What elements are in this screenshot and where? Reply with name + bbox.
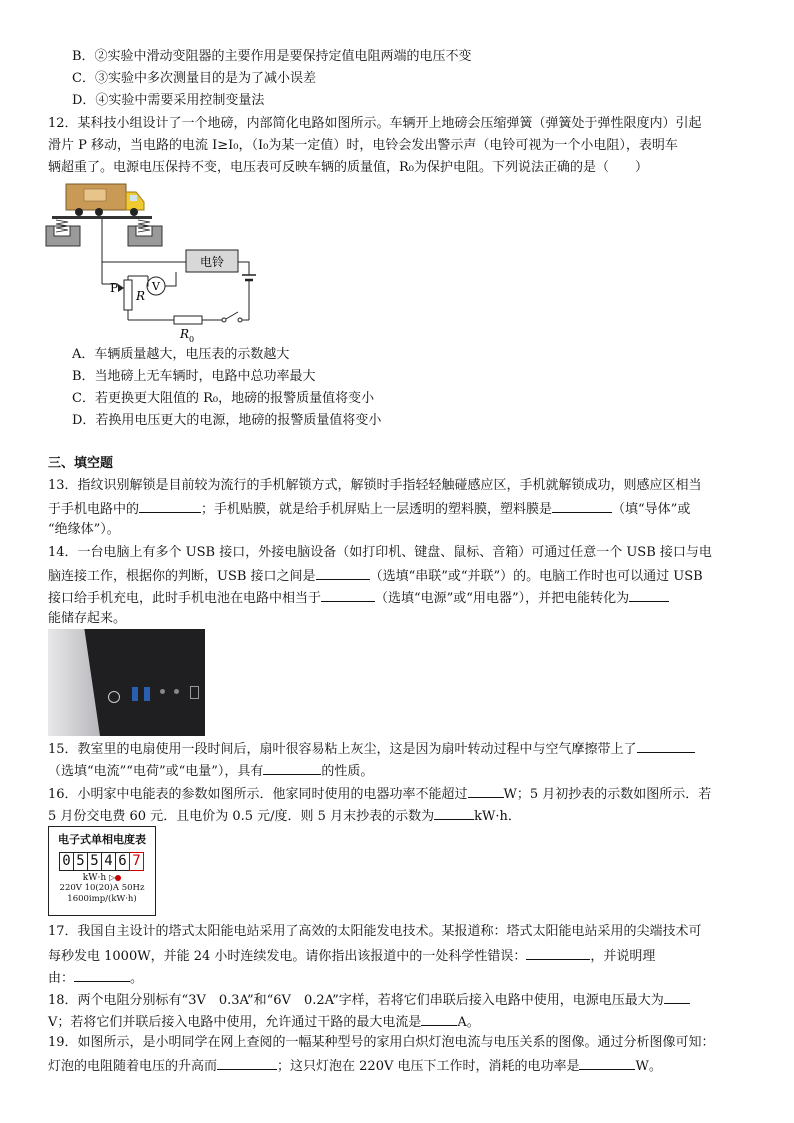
resistor-r-label: R	[136, 289, 146, 303]
meter-spec-1: 220V 10(20)A 50Hz	[59, 883, 145, 893]
q12-stem-line3: 辆超重了。电源电压保持不变，电压表可反映车辆的质量值，R₀为保护电阻。下列说法正确的是（ ）	[48, 160, 649, 175]
q17-line3: 由： 。	[48, 967, 143, 989]
q15-line2: （选填“电流”“电荷”或“电量”），具有 的性质。	[48, 760, 373, 782]
q12-option-a: A．车辆质量越大，电压表的示数越大	[72, 347, 290, 362]
meter-spec-2: 1600imp/(kW·h)	[67, 894, 137, 904]
switch-icon	[222, 312, 242, 322]
q16-line2: 5 月份交电费 60 元．且电价为 0.5 元/度．则 5 月末抄表的示数为 kW·h．	[48, 805, 521, 827]
meter-digit: 6	[115, 852, 130, 871]
q19-line1: 19．如图所示，是小明同学在网上查阅的一幅某种型号的家用白炽灯泡电流与电压关系的图像。通过分析图像可知：	[48, 1035, 715, 1050]
scale-platform	[52, 216, 152, 219]
meter-digit: 4	[101, 852, 116, 871]
q17-blank-2[interactable]	[74, 967, 130, 982]
q17-line2: 每秒发电 1000W，并能 24 小时连续发电。请你指出该报道中的一处科学性错误： ，并说明理	[48, 945, 655, 967]
section-title-fill-in: 三、填空题	[48, 456, 114, 471]
q13-blank-1[interactable]	[139, 498, 201, 513]
meter-unit: kW·h	[82, 873, 107, 883]
audio-jack-icon	[160, 689, 165, 694]
q12-stem-line2: 滑片 P 移动，当电路的电流 I≥I₀，（I₀为某一定值）时，电铃会发出警示声（电铃可视为一个小电阻），表明车	[48, 138, 678, 153]
q14-blank-3[interactable]	[629, 587, 669, 602]
r0-subscript: 0	[189, 335, 195, 344]
q12-option-c: C．若更换更大阻值的 R₀，地磅的报警质量值将变小	[72, 391, 375, 406]
audio-jack-icon	[174, 689, 179, 694]
variable-resistor-r	[124, 280, 132, 310]
meter-title: 电子式单相电度表	[58, 833, 146, 846]
q13-line1: 13．指纹识别解锁是目前较为流行的手机解锁方式，解锁时手指轻轻触碰感应区，手机就解锁成功，则感应区相当	[48, 478, 702, 493]
meter-digits	[49, 852, 155, 871]
voltmeter-label: V	[152, 280, 160, 293]
electric-energy-meter	[48, 826, 156, 916]
q12-option-d: D．若换用电压更大的电源，地磅的报警质量值将变小	[72, 413, 382, 428]
q16-blank-2[interactable]	[434, 805, 474, 820]
usb-port-icon	[144, 687, 150, 701]
q19-blank-2[interactable]	[579, 1055, 635, 1070]
q13-line3: “绝缘体”）。	[48, 522, 120, 537]
q14-blank-2[interactable]	[321, 587, 375, 602]
meter-digit: 0	[59, 852, 74, 871]
q18-blank-1[interactable]	[664, 989, 690, 1004]
q15-blank-2[interactable]	[263, 760, 321, 775]
q14-line2: 脑连接工作，根据你的判断，USB 接口之间是 （选填“串联”或“并联”）的。电脑工作时也可以通过 USB	[48, 565, 703, 587]
q15-blank-1[interactable]	[637, 738, 695, 753]
right-spring-support	[128, 220, 162, 246]
q11-option-b: B．②实验中滑动变阻器的主要作用是要保持定值电阻两端的电压不变	[72, 49, 472, 64]
q13-line2: 于手机电路中的 ；手机贴膜，就是给手机屏贴上一层透明的塑料膜，塑料膜是 （填“导体”或	[48, 498, 690, 520]
q17-line1: 17．我国自主设计的塔式太阳能电站采用了高效的太阳能发电技术。某报道称：塔式太阳能电站采用的尖端技术可	[48, 924, 702, 939]
q17-blank-1[interactable]	[526, 945, 590, 960]
q19-line2: 灯泡的电阻随着电压的升高而 ；这只灯泡在 220V 电压下工作时，消耗的电功率是 W。	[48, 1055, 662, 1077]
q18-line2: V；若将它们并联后接入电路中使用，允许通过干路的最大电流是 A。	[48, 1011, 480, 1033]
r0-label: R	[180, 327, 190, 341]
q12-option-b: B．当地磅上无车辆时，电路中总功率最大	[72, 369, 316, 384]
q11-option-c: C．③实验中多次测量目的是为了减小误差	[72, 71, 316, 86]
power-icon	[108, 691, 120, 703]
left-spring-support	[46, 220, 80, 246]
q11-option-d: D．④实验中需要采用控制变量法	[72, 93, 265, 108]
q14-blank-1[interactable]	[316, 565, 370, 580]
q14-line1: 14．一台电脑上有多个 USB 接口，外接电脑设备（如打印机、键盘、鼠标、音箱）可通过任意一个 USB 接口与电	[48, 545, 712, 560]
bell-label: 电铃	[199, 255, 225, 269]
slider-p-label: P	[110, 281, 119, 295]
q14-line3: 接口给手机充电，此时手机电池在电路中相当于 （选填“电源”或“用电器”），并把电能转化为	[48, 587, 669, 609]
card-slot-icon	[190, 686, 199, 699]
q19-blank-1[interactable]	[217, 1055, 277, 1070]
q14-line4: 能储存起来。	[48, 611, 127, 626]
indicator-light-icon	[115, 875, 121, 881]
q12-stem-line1: 12．某科技小组设计了一个地磅，内部简化电路如图所示。车辆开上地磅会压缩弹簧（弹簧处于弹性限度内）引起	[48, 116, 702, 131]
q13-blank-2[interactable]	[552, 498, 612, 513]
q16-blank-1[interactable]	[468, 783, 504, 798]
truck-icon	[66, 184, 144, 216]
weighbridge-circuit-diagram	[44, 180, 284, 345]
pulse-arrow-icon: ▷	[109, 873, 116, 882]
meter-digit: 5	[73, 852, 88, 871]
q18-line1: 18．两个电阻分别标有“3V 0.3A”和“6V 0.2A”字样，若将它们串联后接入电路中使用，电源电压最大为	[48, 989, 690, 1011]
computer-usb-photo	[48, 629, 205, 736]
meter-digit: 5	[87, 852, 102, 871]
protective-resistor-r0	[174, 316, 202, 324]
q18-blank-2[interactable]	[421, 1011, 457, 1026]
q16-line1: 16．小明家中电能表的参数如图所示．他家同时使用的电器功率不能超过 W；5 月初抄表的示数如图所示．若	[48, 783, 711, 805]
meter-digit: 7	[129, 852, 144, 871]
q15-line1: 15．教室里的电扇使用一段时间后，扇叶很容易粘上灰尘，这是因为扇叶转动过程中与空气摩擦带上了	[48, 738, 695, 760]
usb-port-icon	[132, 687, 138, 701]
